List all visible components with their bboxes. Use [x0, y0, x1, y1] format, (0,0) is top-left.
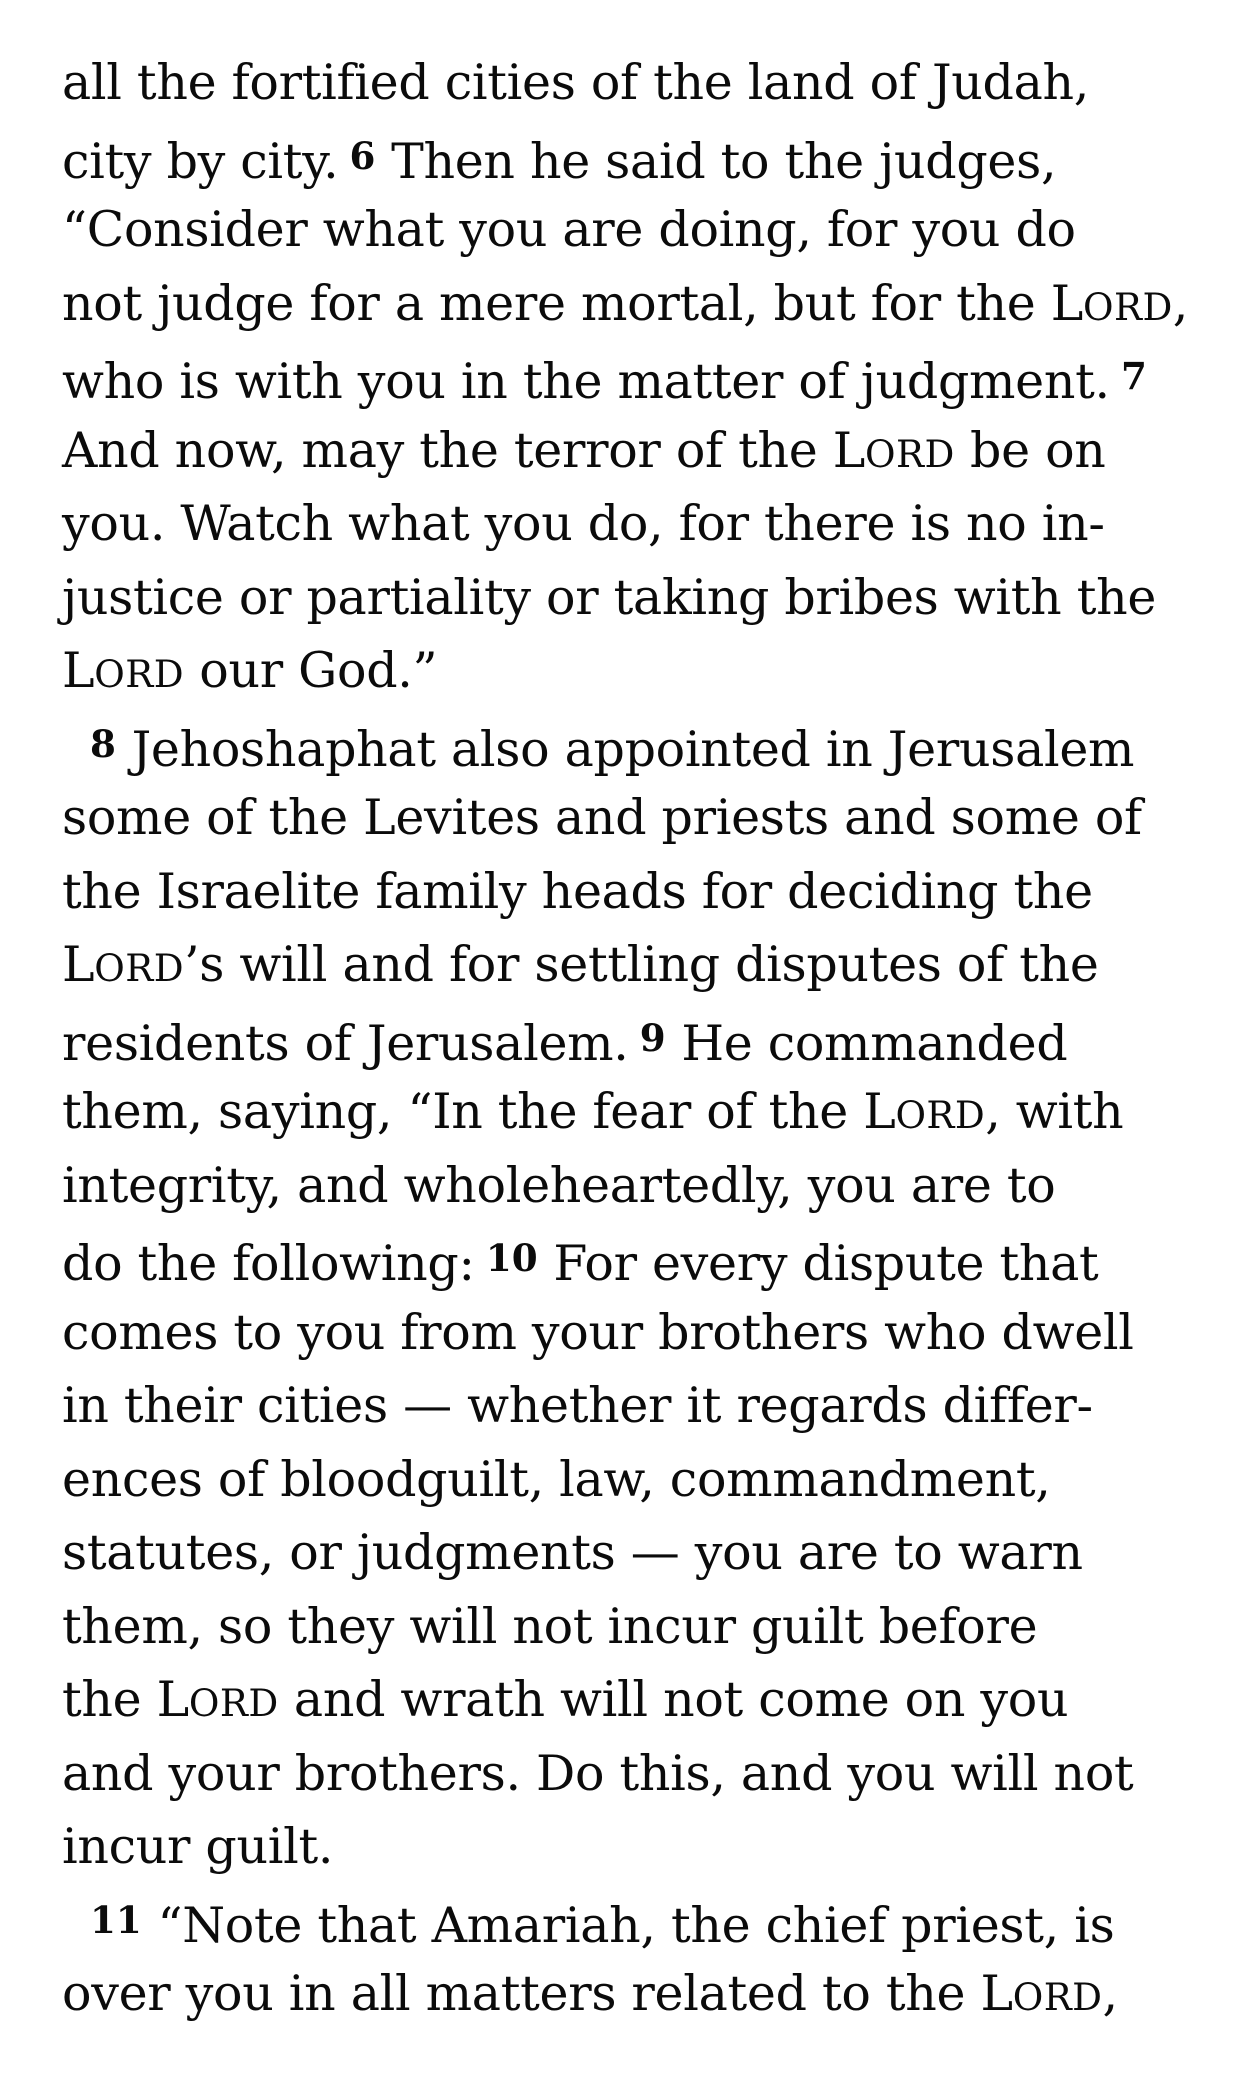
divine-name-smallcaps: LORD — [62, 642, 185, 699]
verse-number: 7 — [1120, 354, 1147, 398]
verse-number: 6 — [349, 133, 376, 178]
verse-number: 11 — [90, 1897, 142, 1942]
text-line — [62, 414, 1242, 488]
text-line — [62, 1516, 1242, 1590]
text-run: not judge for a mere mortal, but for the — [62, 274, 1051, 332]
text-line — [62, 1957, 1242, 2031]
text-line — [62, 1810, 1242, 1884]
text-run: , — [1172, 274, 1189, 332]
verse-number: 8 — [90, 721, 116, 766]
text-run: be on — [954, 421, 1106, 479]
text-run: our God.” — [184, 642, 438, 699]
text-run: Then he said to the judges, — [391, 132, 1057, 190]
text-line — [62, 928, 1242, 1002]
text-line — [62, 855, 1242, 929]
text-run: , — [1102, 1965, 1118, 2022]
text-run: the — [62, 1671, 157, 1728]
paragraph — [62, 1884, 1242, 2031]
text-run: and your brothers. Do this, and you will not — [62, 1744, 1134, 1802]
divine-name-smallcaps: LORD — [832, 421, 955, 479]
text-run: comes to you from your brothers who dwell — [62, 1303, 1134, 1361]
text-line — [62, 1222, 1242, 1296]
text-run: ences of bloodguilt, law, commandment, — [62, 1450, 1051, 1508]
text-line — [62, 267, 1242, 341]
text-run: who is with you in the matter of judgment. — [62, 352, 1110, 410]
text-line — [62, 1002, 1242, 1076]
text-line — [62, 487, 1242, 561]
text-run: “Note that Amariah, the chief priest, is — [157, 1896, 1115, 1954]
paragraph — [62, 46, 1242, 708]
text-run: He commanded — [681, 1014, 1068, 1072]
text-line — [62, 1369, 1242, 1443]
text-run: ’s will and for settling disputes of the — [184, 936, 1099, 993]
text-run: Jehoshaphat also appointed in Jerusalem — [131, 720, 1135, 778]
text-run: city by city. — [62, 132, 339, 190]
text-line — [62, 781, 1242, 855]
text-run: statutes, or judgments — you are to warn — [62, 1524, 1083, 1581]
verse-number: 10 — [485, 1236, 538, 1280]
text-run: over you in all matters related to the — [62, 1965, 981, 2022]
text-line — [62, 1590, 1242, 1664]
text-run: you. Watch what you do, for there is no in- — [62, 495, 1105, 552]
text-run: them, saying, “In the fear of the — [62, 1083, 864, 1140]
text-line — [62, 120, 1242, 194]
text-run: do the following: — [62, 1234, 475, 1292]
text-run: them, so they will not incur guilt before — [62, 1597, 1038, 1655]
text-run: For every dispute that — [553, 1234, 1099, 1292]
text-run: some of the Levites and priests and some of — [62, 789, 1142, 846]
text-line — [62, 1149, 1242, 1223]
divine-name-smallcaps: LORD — [863, 1083, 986, 1140]
page-text — [62, 46, 1242, 2031]
text-line — [62, 1663, 1242, 1737]
text-line — [62, 46, 1242, 120]
text-line — [62, 193, 1242, 267]
text-line — [62, 1296, 1242, 1370]
text-line — [62, 634, 1242, 708]
paragraph — [62, 708, 1242, 1884]
text-run: residents of Jerusalem. — [62, 1014, 629, 1072]
text-line — [62, 1884, 1242, 1958]
text-run: incur guilt. — [62, 1818, 334, 1875]
text-run: justice or partiality or taking bribes with the — [62, 568, 1157, 626]
verse-number: 9 — [639, 1015, 666, 1060]
text-line — [62, 340, 1242, 414]
text-line — [62, 1737, 1242, 1811]
text-run: And now, may the terror of the — [62, 421, 833, 479]
text-run: “Consider what you are doing, for you do — [62, 201, 1076, 258]
text-line — [62, 708, 1242, 782]
divine-name-smallcaps: LORD — [1050, 274, 1173, 332]
divine-name-smallcaps: LORD — [62, 936, 185, 993]
text-line — [62, 1443, 1242, 1517]
text-line — [62, 561, 1242, 635]
text-line — [62, 1075, 1242, 1149]
text-run: integrity, and wholeheartedly, you are to — [62, 1156, 1056, 1214]
text-run: in their cities — whether it regards differ- — [62, 1377, 1093, 1434]
text-run: , with — [985, 1083, 1124, 1140]
text-run: all the fortified cities of the land of Judah, — [62, 54, 1090, 111]
text-run: and wrath will not come on you — [278, 1671, 1069, 1728]
text-run: the Israelite family heads for deciding the — [62, 862, 1093, 920]
divine-name-smallcaps: LORD — [156, 1671, 279, 1728]
divine-name-smallcaps: LORD — [980, 1965, 1103, 2022]
